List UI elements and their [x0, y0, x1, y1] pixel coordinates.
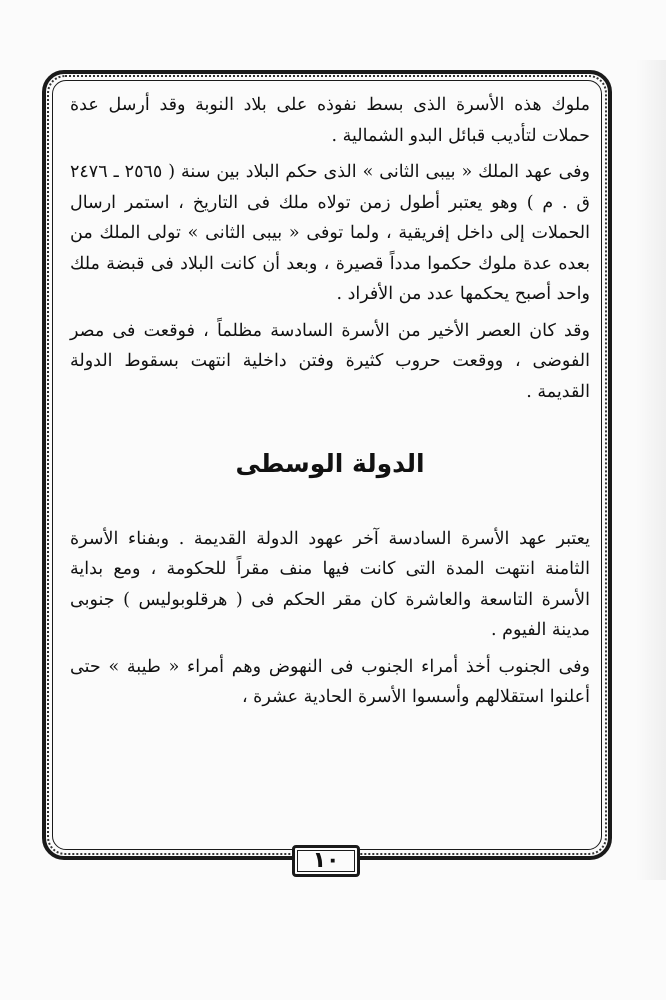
- page-edge-shadow: [636, 60, 666, 880]
- page-number-text: ١٠: [312, 848, 340, 873]
- page-number: [292, 845, 360, 877]
- paragraph: وقد كان العصر الأخير من الأسرة السادسة مظلماً ، فوقعت فى مصر الفوضى ، ووقعت حروب كثيرة وفتن داخلية انتهت بسقوط الدولة القديمة .: [70, 320, 590, 402]
- paragraph: ملوك هذه الأسرة الذى بسط نفوذه على بلاد النوبة وقد أرسل عدة حملات لتأديب قبائل البدو الشمالية .: [70, 95, 590, 146]
- paragraph: وفى عهد الملك « بيبى الثانى » الذى حكم البلاد بين سنة ( ٢٥٦٥ ـ ٢٤٧٦ ق . م ) وهو يعتبر أطول زمن تولاه ملك فى التاريخ ، استمر ارسال الحملات إلى داخل إفريقية ، ولما توفى « بيبى الثانى » تولى الملك من بعده عدة ملوك حكموا مدداً قصيرة ، وبعد أن كانت البلاد فى قبضة ملك واحد أصبح يحكمها عدد من الأفراد .: [70, 162, 590, 304]
- section-heading: الدولة الوسطى: [235, 449, 425, 478]
- page-number-border: [297, 850, 355, 872]
- page-text: [70, 90, 590, 713]
- paragraph: وفى الجنوب أخذ أمراء الجنوب فى النهوض وهم أمراء « طيبة » حتى أعلنوا استقلالهم وأسسوا الأسرة الحادية عشرة ،: [70, 656, 590, 707]
- paragraph: يعتبر عهد الأسرة السادسة آخر عهود الدولة القديمة . وبفناء الأسرة الثامنة انتهت المدة التى كانت فيها منف مقراً للحكومة ، ومع بداية الأسرة التاسعة والعاشرة كان مقر الحكم فى ( هرقلوبوليس ) جنوبى مدينة الفيوم .: [70, 528, 590, 640]
